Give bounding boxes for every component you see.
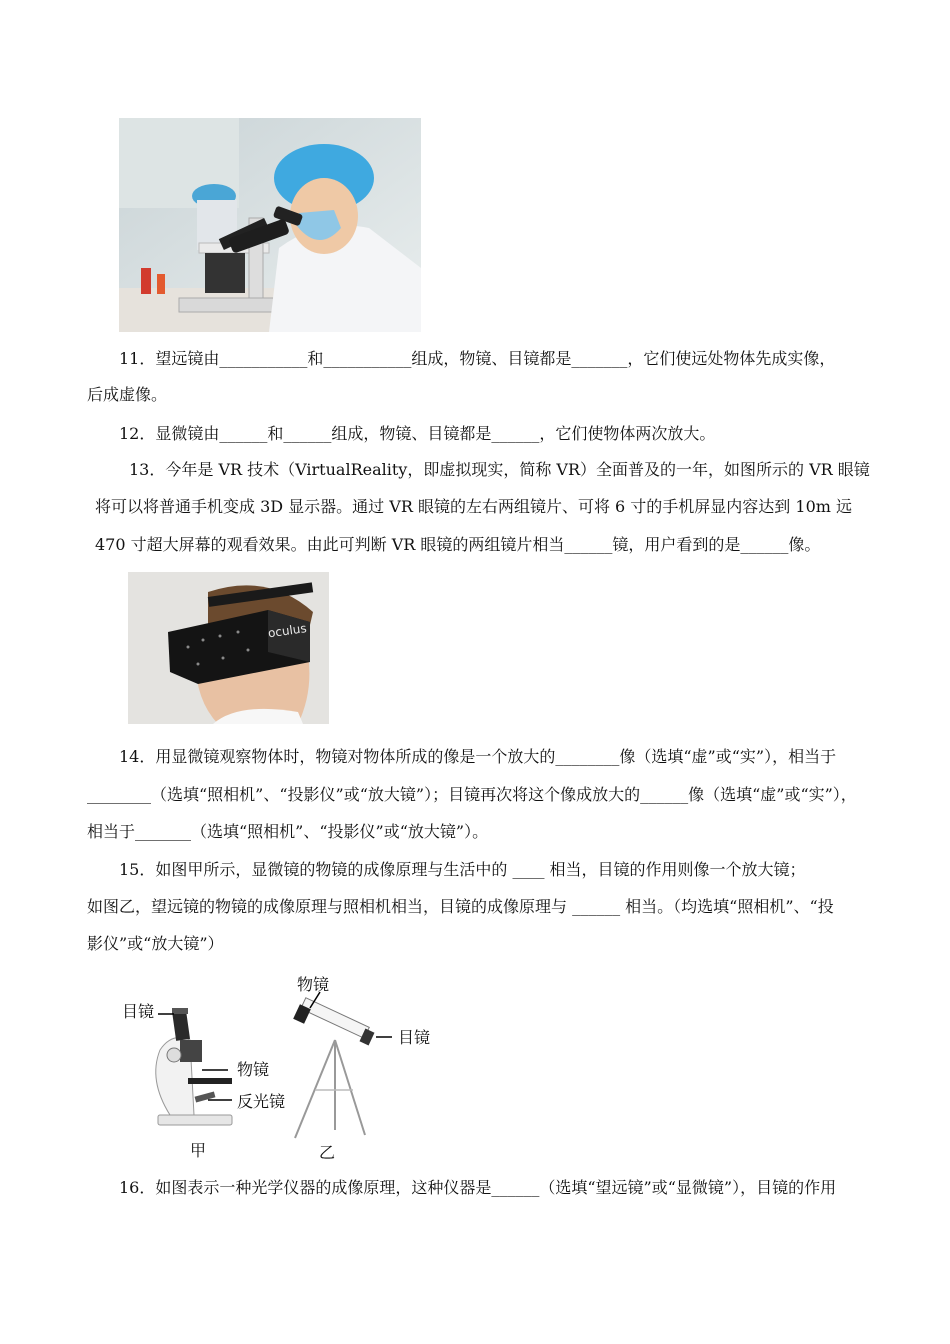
q13-line3: 470 寸超大屏幕的观看效果。由此可判断 VR 眼镜的两组镜片相当______镜，用户看到的是______像。: [95, 535, 821, 554]
q15-line3: 影仪”或“放大镜”）: [87, 934, 224, 953]
q13-line2: 将可以将普通手机变成 3D 显示器。通过 VR 眼镜的左右两组镜片、可将 6 寸的手机屏显内容达到 10m 远: [95, 497, 853, 516]
q15-line2: 如图乙，望远镜的物镜的成像原理与照相机相当，目镜的成像原理与 ______ 相当。（均选填“照相机”、“投: [87, 897, 834, 916]
oculus-logo-text: oculus: [267, 621, 308, 641]
microscope-objective-label: 物镜: [237, 1060, 270, 1079]
q15-line1: 15．如图甲所示，显微镜的物镜的成像原理与生活中的 ____ 相当，目镜的作用则像一个放大镜；: [119, 860, 806, 879]
q14-line3: 相当于_______（选填“照相机”、“投影仪”或“放大镜”）。: [87, 822, 489, 841]
microscope-drawing: [156, 1008, 232, 1125]
q13-line1: 13．今年是 VR 技术（VirtualReality，即虚拟现实，简称 VR）全面普及的一年，如图所示的 VR 眼镜: [129, 460, 870, 479]
telescope-caption: 乙: [319, 1143, 336, 1162]
q16-line1: 16．如图表示一种光学仪器的成像原理，这种仪器是______（选填“望远镜”或“显微镜”），目镜的作用: [119, 1178, 837, 1197]
q11-line2: 后成虚像。: [87, 385, 168, 404]
telescope-eyepiece-label: 目镜: [398, 1028, 431, 1047]
q12-line1: 12．显微镜由______和______组成，物镜、目镜都是______，它们使物体两次放大。: [119, 424, 716, 443]
microscope-caption: 甲: [190, 1141, 207, 1160]
microscope-eyepiece-label: 目镜: [122, 1002, 155, 1021]
q11-line1: 11．望远镜由___________和___________组成，物镜、目镜都是_______，它们使远处物体先成实像，: [119, 349, 836, 368]
microscope-telescope-figure: [110, 970, 440, 1165]
telescope-drawing: [293, 992, 392, 1138]
q14-line1: 14．用显微镜观察物体时，物镜对物体所成的像是一个放大的________像（选填“虚”或“实”），相当于: [119, 747, 837, 766]
lab-microscope-photo: [119, 118, 421, 332]
telescope-objective-label: 物镜: [297, 975, 330, 994]
microscope-mirror-label: 反光镜: [237, 1092, 286, 1111]
vr-headset-photo: [128, 572, 329, 724]
q14-line2: ________（选填“照相机”、“投影仪”或“放大镜”）；目镜再次将这个像成放大的______像（选填“虚”或“实”），: [87, 785, 857, 804]
